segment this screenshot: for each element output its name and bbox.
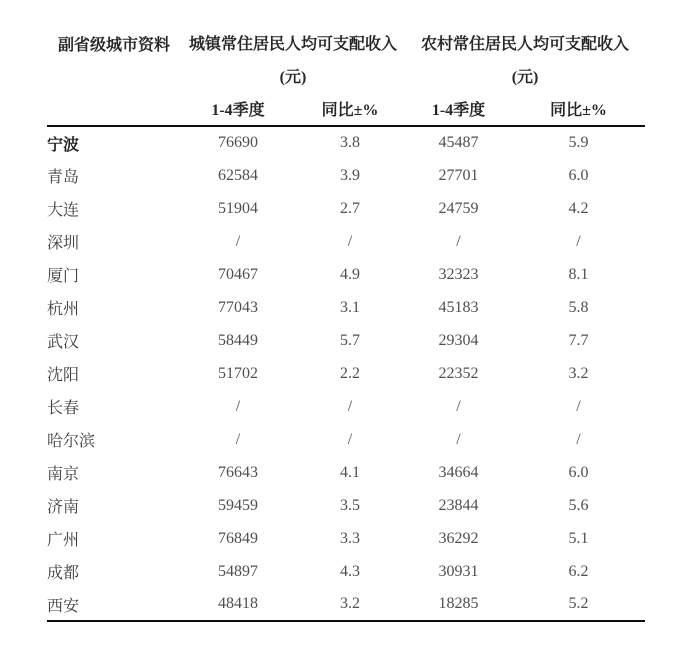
- rural-income-group-header: 农村常住居民人均可支配收入: [421, 35, 630, 53]
- value-cell: /: [347, 430, 353, 448]
- value-cell: /: [576, 430, 581, 448]
- income-table: [47, 25, 645, 622]
- city-name: 成都: [47, 565, 80, 582]
- table-row: [47, 291, 645, 324]
- urban-quarter-header: 1-4季度: [181, 92, 295, 126]
- table-row: [47, 555, 645, 588]
- value-cell: 36292: [438, 529, 479, 547]
- value-cell: 2.2: [340, 364, 360, 382]
- value-cell: 48418: [181, 588, 295, 621]
- rural-yoy-header: 同比±%: [512, 92, 645, 126]
- value-cell: 6.0: [568, 166, 589, 184]
- value-cell: 8.1: [568, 265, 589, 283]
- value-cell: 76690: [218, 134, 258, 151]
- city-name: 杭州: [47, 301, 80, 318]
- city-name: 哈尔滨: [47, 433, 96, 450]
- value-cell: 70467: [218, 265, 258, 283]
- value-cell: /: [456, 430, 461, 448]
- value-cell: 58449: [218, 331, 258, 349]
- value-cell: 5.8: [568, 298, 589, 316]
- city-name: 南京: [47, 466, 80, 483]
- value-cell: /: [347, 232, 353, 250]
- value-cell: 77043: [218, 298, 258, 316]
- value-cell: /: [235, 430, 241, 448]
- value-cell: 7.7: [568, 331, 589, 349]
- value-cell: /: [235, 397, 241, 415]
- rural-quarter-header: 1-4季度: [405, 92, 512, 126]
- table-row: [47, 225, 645, 258]
- value-cell: 3.3: [340, 529, 360, 547]
- value-cell: /: [347, 397, 353, 415]
- table-row: [47, 522, 645, 555]
- value-cell: 6.2: [568, 562, 589, 580]
- city-name: 长春: [47, 400, 80, 417]
- value-cell: 2.7: [340, 199, 360, 217]
- value-cell: 29304: [438, 331, 479, 349]
- city-name: 武汉: [47, 334, 80, 351]
- value-cell: 5.7: [340, 331, 360, 349]
- value-cell: 76849: [218, 529, 258, 547]
- table-row: [47, 159, 645, 192]
- value-cell: 51702: [218, 364, 258, 382]
- city-name: 宁波: [47, 136, 80, 154]
- value-cell: 51904: [218, 199, 258, 217]
- value-cell: /: [456, 397, 461, 415]
- value-cell: 4.2: [568, 199, 589, 217]
- table-row: [47, 357, 645, 390]
- city-name: 广州: [47, 532, 80, 549]
- value-cell: 3.2: [568, 364, 589, 382]
- value-cell: 62584: [218, 166, 258, 184]
- value-cell: 18285: [405, 588, 512, 621]
- value-cell: 27701: [438, 166, 479, 184]
- table-body: [47, 126, 645, 621]
- value-cell: 6.0: [568, 463, 589, 481]
- city-name: 厦门: [47, 268, 80, 285]
- value-cell: 4.3: [340, 562, 360, 580]
- value-cell: 45183: [438, 298, 479, 316]
- value-cell: 22352: [438, 364, 479, 382]
- city-name: 西安: [47, 588, 181, 621]
- value-cell: 3.5: [340, 496, 360, 514]
- header-row-groups: [47, 25, 645, 59]
- value-cell: 3.8: [340, 134, 360, 151]
- table-row: [47, 258, 645, 291]
- value-cell: 4.9: [340, 265, 360, 283]
- value-cell: 5.9: [568, 134, 589, 151]
- table-header: [47, 25, 645, 126]
- city-name: 深圳: [47, 235, 80, 252]
- value-cell: 3.2: [295, 588, 405, 621]
- value-cell: /: [576, 397, 581, 415]
- value-cell: 5.6: [568, 496, 589, 514]
- corner-header: 副省级城市资料: [47, 25, 181, 126]
- table-row: [47, 489, 645, 522]
- value-cell: 3.1: [340, 298, 360, 316]
- value-cell: 3.9: [340, 166, 360, 184]
- value-cell: 54897: [218, 562, 258, 580]
- urban-income-group-header: 城镇常住居民人均可支配收入: [189, 35, 398, 53]
- value-cell: 5.2: [512, 588, 645, 621]
- table-row: [47, 423, 645, 456]
- urban-unit-label: (元): [279, 69, 307, 86]
- value-cell: /: [576, 232, 581, 250]
- city-name: 沈阳: [47, 367, 80, 384]
- urban-yoy-header: 同比±%: [295, 92, 405, 126]
- value-cell: /: [456, 232, 461, 250]
- table-row: [47, 192, 645, 225]
- value-cell: 23844: [438, 496, 479, 514]
- table-row: [47, 456, 645, 489]
- value-cell: 76643: [218, 463, 258, 481]
- table-row: [47, 390, 645, 423]
- value-cell: 59459: [218, 496, 258, 514]
- value-cell: 45487: [438, 134, 479, 151]
- city-name: 济南: [47, 499, 80, 516]
- table-row: [47, 126, 645, 159]
- table-row: [47, 588, 645, 621]
- table-row: [47, 324, 645, 357]
- value-cell: 24759: [438, 199, 479, 217]
- value-cell: 5.1: [568, 529, 589, 547]
- value-cell: 32323: [438, 265, 479, 283]
- rural-unit-label: (元): [511, 69, 539, 86]
- value-cell: 34664: [438, 463, 479, 481]
- value-cell: 4.1: [340, 463, 360, 481]
- city-name: 大连: [47, 202, 80, 219]
- value-cell: 30931: [438, 562, 479, 580]
- city-name: 青岛: [47, 169, 80, 186]
- value-cell: /: [235, 232, 241, 250]
